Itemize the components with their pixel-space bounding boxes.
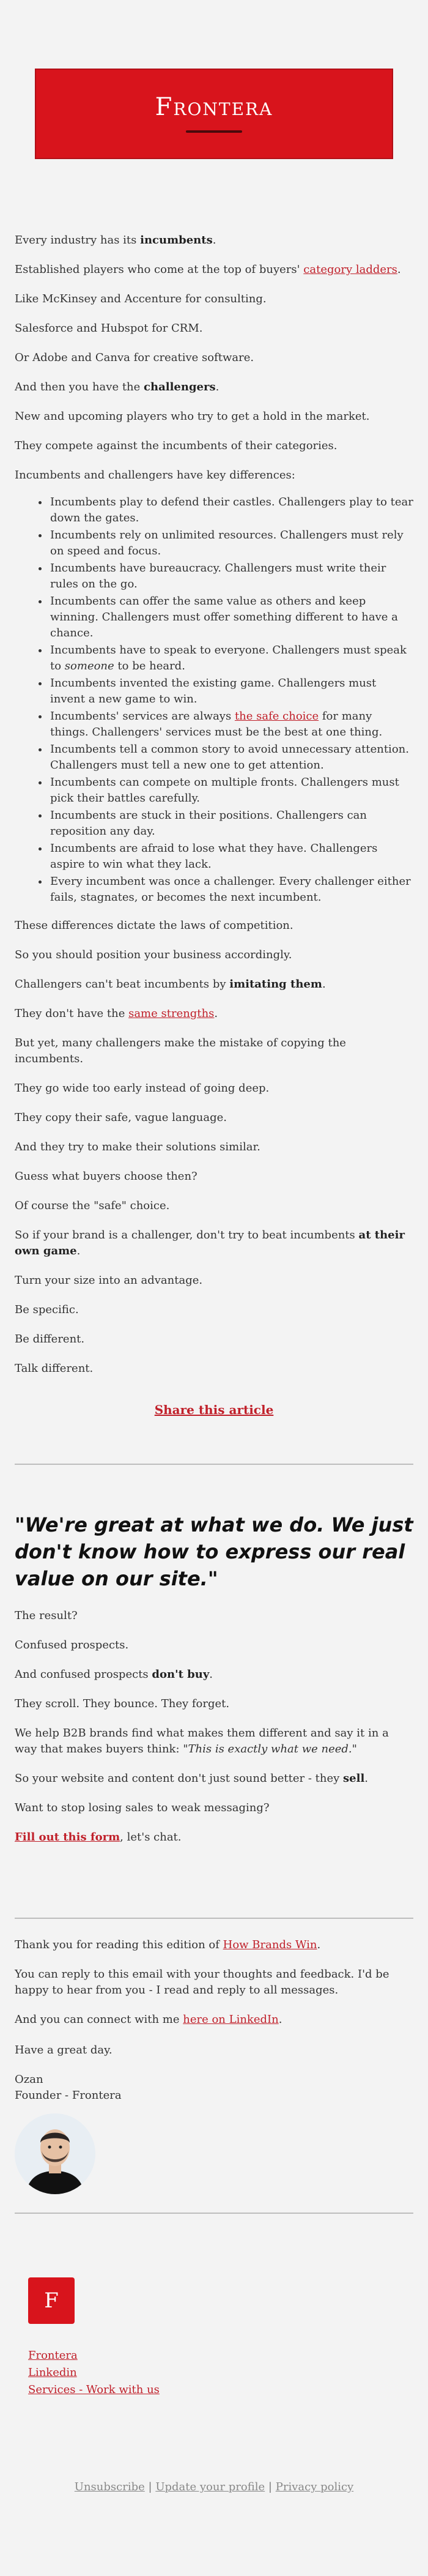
footer-link-frontera[interactable]: Frontera: [28, 2349, 78, 2362]
list-item: • Incumbents are stuck in their positions. Challengers can reposition any day.: [49, 808, 413, 839]
paragraph: These differences dictate the laws of competition.: [15, 919, 293, 932]
article-body: [0, 159, 428, 1417]
paragraph: They don't have the same strengths.: [15, 1007, 218, 1020]
author-avatar: [15, 2113, 95, 2194]
signature-role: Founder - Frontera: [15, 2089, 122, 2102]
category-ladders-link[interactable]: category ladders: [303, 263, 397, 276]
paragraph: They compete against the incumbents of their categories.: [15, 439, 338, 452]
separator: |: [268, 2481, 272, 2493]
paragraph: Of course the "safe" choice.: [15, 1199, 170, 1212]
paragraph: Want to stop losing sales to weak messaging?: [15, 1801, 270, 1814]
unsubscribe-link[interactable]: Unsubscribe: [74, 2481, 145, 2493]
list-item: • Incumbents can compete on multiple fronts. Challengers must pick their battles carefully.: [49, 775, 413, 806]
frontera-logo-icon: F: [28, 2277, 75, 2324]
paragraph: So your website and content don't just sound better - they sell.: [15, 1772, 369, 1785]
list-item: • Incumbents have bureaucracy. Challengers must write their rules on the go.: [49, 560, 413, 592]
list-item: • Incumbents tell a common story to avoid unnecessary attention. Challengers must tell a new one to get attention.: [49, 742, 413, 773]
share-article-link[interactable]: Share this article: [154, 1402, 274, 1417]
paragraph: They go wide too early instead of going deep.: [15, 1082, 270, 1095]
paragraph: They copy their safe, vague language.: [15, 1111, 227, 1124]
paragraph: Confused prospects.: [15, 1639, 129, 1651]
paragraph: You can reply to this email with your thoughts and feedback. I'd be happy to hear from you - I read and reply to all messages.: [15, 1968, 389, 1997]
paragraph: Incumbents and challengers have key differences:: [15, 469, 295, 482]
paragraph: Be different.: [15, 1333, 85, 1346]
header-banner: [35, 69, 393, 159]
same-strengths-link[interactable]: same strengths: [128, 1007, 215, 1020]
paragraph: But yet, many challengers make the mistake of copying the incumbents.: [15, 1037, 346, 1065]
paragraph: Turn your size into an advantage.: [15, 1274, 203, 1287]
paragraph: Have a great day.: [15, 2044, 113, 2057]
paragraph: And then you have the challengers.: [15, 381, 220, 393]
paragraph: Thank you for reading this edition of How Brands Win.: [15, 1938, 321, 1951]
brand-logo: Frontera: [155, 93, 273, 121]
safe-choice-link[interactable]: the safe choice: [234, 710, 319, 723]
paragraph: So if your brand is a challenger, don't try to beat incumbents at their own game.: [15, 1229, 405, 1257]
paragraph: They scroll. They bounce. They forget.: [15, 1697, 230, 1710]
list-item: • Incumbents are afraid to lose what they have. Challengers aspire to win what they lack.: [49, 841, 413, 873]
paragraph: Or Adobe and Canva for creative software.: [15, 351, 254, 364]
paragraph: Challengers can't beat incumbents by imitating them.: [15, 978, 326, 991]
promo-quote: "We're great at what we do. We just don't know how to express our real value on our site.": [15, 1513, 413, 1590]
signature-name: Ozan: [15, 2073, 43, 2086]
footer-link-linkedin[interactable]: Linkedin: [28, 2366, 77, 2379]
share-section: [15, 1402, 413, 1417]
list-item: • Incumbents' services are always the safe choice for many things. Challengers' services must be the best at one thing.: [49, 709, 413, 740]
divider: [15, 2213, 413, 2214]
paragraph: And you can connect with me here on LinkedIn.: [15, 2013, 282, 2026]
signoff-section: [0, 1919, 428, 2104]
fill-form-link[interactable]: Fill out this form: [15, 1831, 120, 1844]
paragraph: Every industry has its incumbents.: [15, 234, 216, 247]
footer-link-services[interactable]: Services - Work with us: [28, 2383, 160, 2396]
legal-links: [0, 2481, 428, 2493]
update-profile-link[interactable]: Update your profile: [155, 2481, 265, 2493]
brand-underline: [186, 130, 242, 133]
paragraph: Salesforce and Hubspot for CRM.: [15, 322, 203, 335]
paragraph: We help B2B brands find what makes them different and say it in a way that makes buyers think: "This is exactly what we need.": [15, 1727, 389, 1755]
paragraph: Established players who come at the top of buyers' category ladders.: [15, 263, 401, 276]
paragraph: Like McKinsey and Accenture for consulting.: [15, 292, 267, 305]
how-brands-win-link[interactable]: How Brands Win: [223, 1938, 317, 1951]
list-item: • Incumbents have to speak to everyone. Challengers must speak to someone to be heard.: [49, 642, 413, 674]
privacy-policy-link[interactable]: Privacy policy: [275, 2481, 354, 2493]
differences-list: [15, 494, 413, 906]
promo-section: [0, 1465, 428, 1845]
list-item: • Incumbents play to defend their castles. Challengers play to tear down the gates.: [49, 494, 413, 526]
paragraph: Be specific.: [15, 1303, 79, 1316]
paragraph: Talk different.: [15, 1362, 94, 1375]
list-item: • Every incumbent was once a challenger. Every challenger either fails, stagnates, or becomes the next incumbent.: [49, 874, 413, 906]
paragraph: And they try to make their solutions similar.: [15, 1141, 260, 1153]
paragraph: New and upcoming players who try to get a hold in the market.: [15, 410, 370, 423]
paragraph: So you should position your business accordingly.: [15, 948, 292, 961]
separator: |: [148, 2481, 152, 2493]
paragraph: Guess what buyers choose then?: [15, 1170, 197, 1183]
paragraph: And confused prospects don't buy.: [15, 1668, 213, 1681]
cta-paragraph: Fill out this form, let's chat.: [15, 1831, 182, 1844]
paragraph: The result?: [15, 1609, 78, 1622]
list-item: • Incumbents can offer the same value as others and keep winning. Challengers must offer something different to have a chance.: [49, 594, 413, 641]
avatar-portrait-icon: [15, 2113, 95, 2194]
footer-links: [0, 2347, 428, 2399]
list-item: • Incumbents invented the existing game. Challengers must invent a new game to win.: [49, 676, 413, 707]
list-item: • Incumbents rely on unlimited resources. Challengers must rely on speed and focus.: [49, 527, 413, 559]
linkedin-link[interactable]: here on LinkedIn: [183, 2013, 279, 2026]
